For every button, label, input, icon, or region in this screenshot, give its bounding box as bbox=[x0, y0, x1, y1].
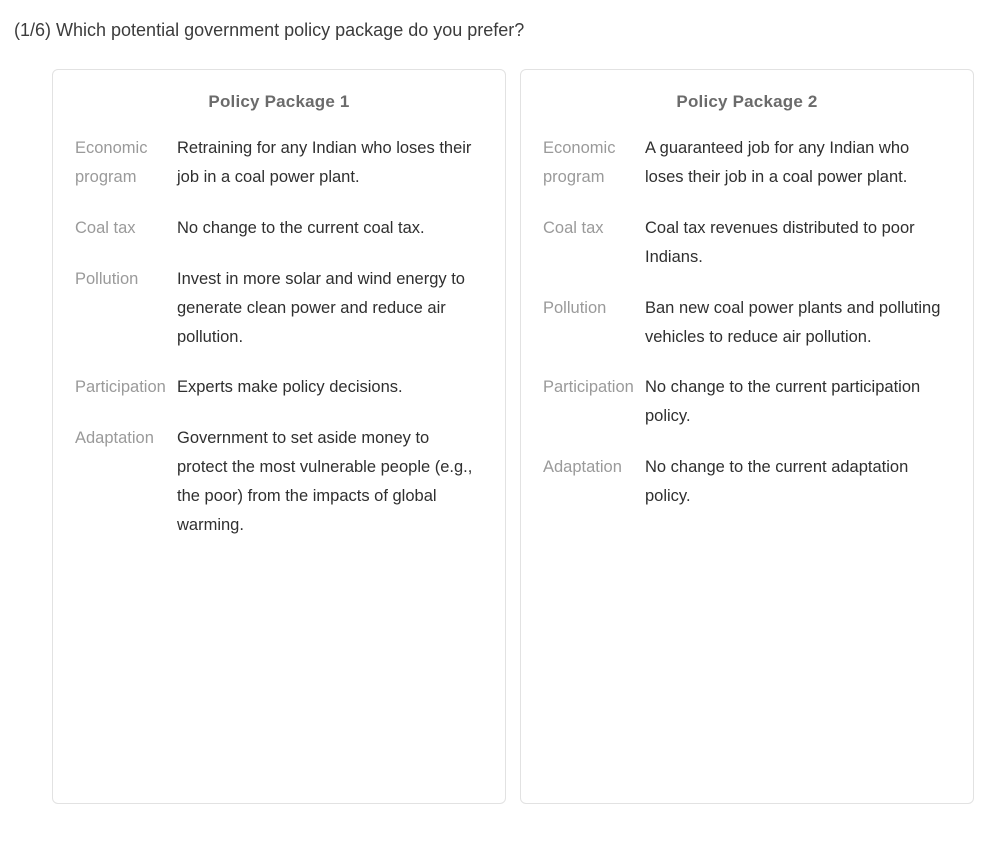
policy-package-card-2[interactable] bbox=[520, 69, 974, 804]
attribute-value: Ban new coal power plants and polluting vehicles to reduce air pollution. bbox=[645, 298, 941, 346]
attribute-label: Pollution bbox=[543, 298, 607, 317]
attribute-value: No change to the current coal tax. bbox=[177, 218, 425, 237]
attribute-row-participation bbox=[543, 373, 951, 431]
policy-package-comparison bbox=[0, 43, 1002, 804]
attribute-value: A guaranteed job for any Indian who loses their job in a coal power plant. bbox=[645, 139, 910, 187]
attribute-label: Coal tax bbox=[543, 218, 604, 237]
attribute-value: No change to the current adaptation policy. bbox=[645, 458, 909, 506]
policy-package-1-title: Policy Package 1 bbox=[208, 92, 350, 112]
policy-package-card-1[interactable] bbox=[52, 69, 506, 804]
attribute-label: Participation bbox=[75, 378, 166, 397]
attribute-value: Coal tax revenues distributed to poor Indians. bbox=[645, 218, 915, 266]
attribute-value: Experts make policy decisions. bbox=[177, 378, 403, 397]
attribute-row-pollution bbox=[543, 294, 951, 352]
attribute-value: No change to the current participation policy. bbox=[645, 378, 921, 426]
attribute-row-economic-program bbox=[75, 134, 483, 192]
page-title: (1/6) Which potential government policy package do you prefer? bbox=[14, 20, 525, 40]
attribute-row-adaptation bbox=[75, 424, 483, 540]
attribute-row-economic-program bbox=[543, 134, 951, 192]
attribute-row-pollution bbox=[75, 265, 483, 352]
attribute-row-participation bbox=[75, 373, 483, 402]
attribute-row-coal-tax bbox=[543, 214, 951, 272]
attribute-label: Adaptation bbox=[75, 429, 154, 448]
attribute-label: Economic program bbox=[543, 139, 616, 187]
attribute-label: Adaptation bbox=[543, 458, 622, 477]
policy-package-2-title: Policy Package 2 bbox=[676, 92, 818, 112]
attribute-label: Participation bbox=[543, 378, 634, 397]
attribute-row-adaptation bbox=[543, 453, 951, 511]
attribute-value: Invest in more solar and wind energy to generate clean power and reduce air pollution. bbox=[177, 269, 465, 346]
attribute-label: Economic program bbox=[75, 139, 148, 187]
attribute-label: Pollution bbox=[75, 269, 139, 288]
attribute-value: Government to set aside money to protect the most vulnerable people (e.g., the poor) from the impacts of global warming. bbox=[177, 429, 473, 534]
attribute-row-coal-tax bbox=[75, 214, 483, 243]
attribute-value: Retraining for any Indian who loses their job in a coal power plant. bbox=[177, 139, 472, 187]
attribute-label: Coal tax bbox=[75, 218, 136, 237]
